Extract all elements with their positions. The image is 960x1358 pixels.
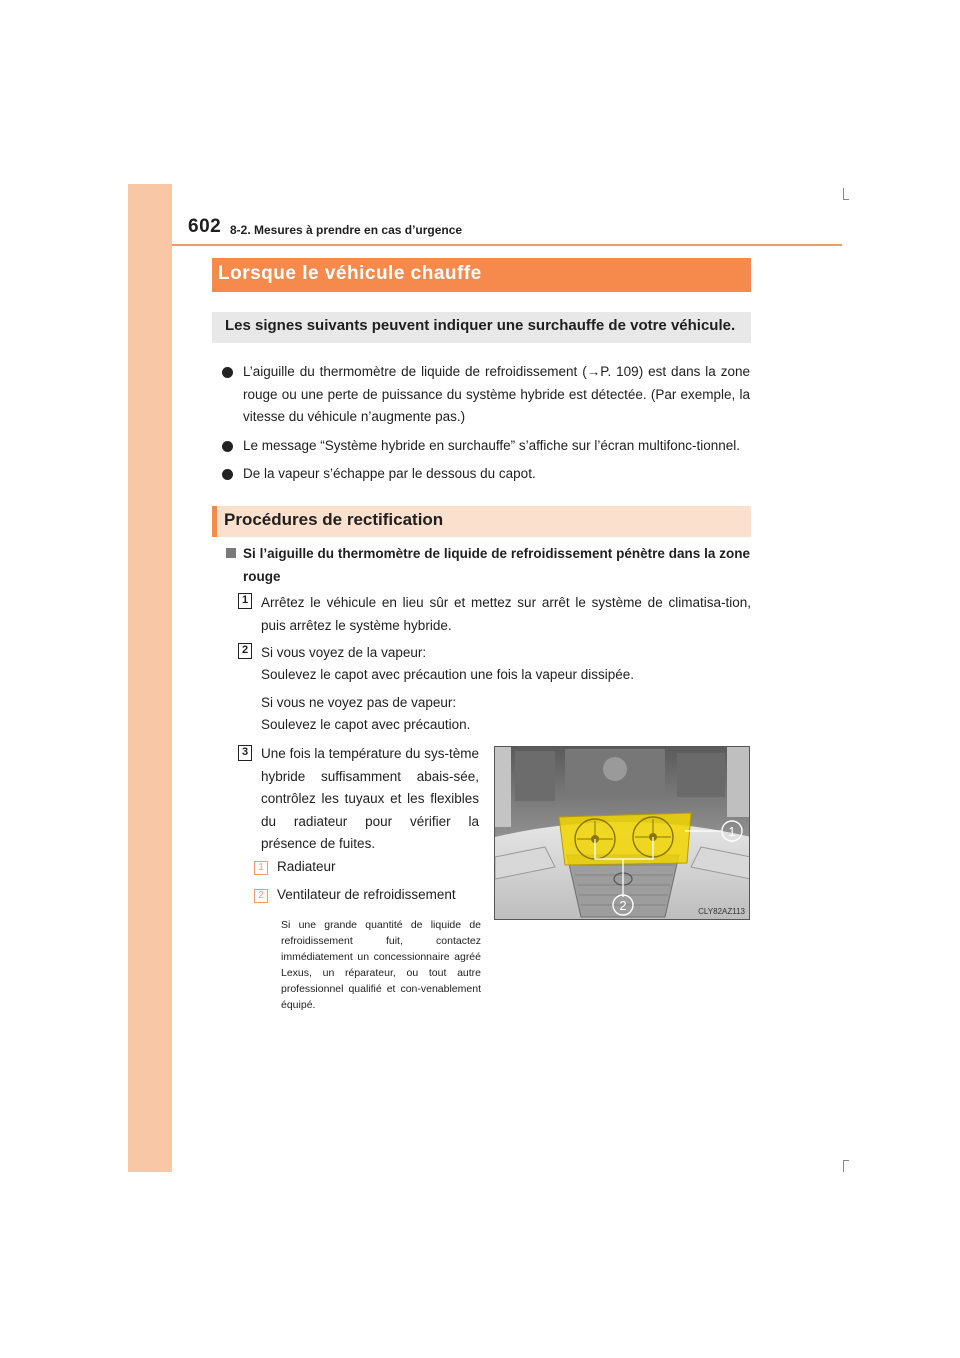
list-item-text: Le message “Système hybride en surchauffe” s’affiche sur l’écran multifonc-tionnel. <box>243 437 740 453</box>
list-item <box>222 463 750 486</box>
bullet-icon <box>222 469 233 480</box>
step-3-text: Une fois la température du sys-tème hybride suffisamment abais-sée, contrôlez les tuyaux et les flexibles du radiateur pour vérifier la présence de fuites. <box>261 746 479 851</box>
list-item <box>222 361 750 429</box>
illustration-code: CLY82AZ113 <box>698 907 745 916</box>
step-2-line-2: Soulevez le capot avec précaution une fois la vapeur dissipée. <box>261 667 634 682</box>
callout-2: 2 <box>619 898 627 913</box>
chapter-title: 8-2. Mesures à prendre en cas d’urgence <box>230 223 463 237</box>
bullet-icon <box>222 441 233 452</box>
legend-item-radiator <box>254 859 336 875</box>
crop-mark-top-foot <box>843 199 849 200</box>
engine-bay-drawing <box>495 747 750 920</box>
step-2-line-1: Si vous voyez de la vapeur: <box>261 645 427 660</box>
intro-bar <box>212 312 751 343</box>
subheading-text: Si l’aiguille du thermomètre de liquide de refroidissement pénètre dans la zone rouge <box>243 546 750 584</box>
step-1-text: Arrêtez le véhicule en lieu sûr et mettez sur arrêt le système de climatisa-tion, puis arrêtez le système hybride. <box>261 595 751 633</box>
crop-mark-bottom <box>843 1160 844 1172</box>
square-bullet-icon <box>226 548 236 558</box>
warning-signs-list <box>222 361 750 492</box>
section-title: Lorsque le véhicule chauffe <box>218 263 482 284</box>
legend-number: 1 <box>254 861 268 875</box>
warning-note: Si une grande quantité de liquide de refroidissement fuit, contactez immédiatement un concessionnaire agréé Lexus, un réparateur, ou tout autre professionnel qualifié et con-venablement équipé. <box>281 919 481 1011</box>
page-number: 602 <box>188 216 222 237</box>
legend-number: 2 <box>254 889 268 903</box>
side-tab <box>128 184 172 1172</box>
engine-bay-illustration <box>494 746 750 920</box>
legend-label: Ventilateur de refroidissement <box>277 887 456 902</box>
list-item-text: De la vapeur s’échappe par le dessous du capot. <box>243 466 536 481</box>
callout-1: 1 <box>728 824 736 839</box>
step-2-line-4: Soulevez le capot avec précaution. <box>261 717 471 732</box>
subheading <box>226 543 750 588</box>
procedures-title-bar <box>212 506 751 537</box>
step-number-2: 2 <box>238 643 252 659</box>
list-item <box>222 435 750 458</box>
legend-label: Radiateur <box>277 859 336 874</box>
crop-mark-bottom-foot <box>843 1160 849 1161</box>
section-title-bar <box>212 258 751 292</box>
legend-item-fan <box>254 887 456 903</box>
header-rule <box>172 244 842 246</box>
step-number-3: 3 <box>238 745 252 761</box>
procedures-title: Procédures de rectification <box>224 510 444 529</box>
step-number-1: 1 <box>238 593 252 609</box>
intro-text: Les signes suivants peuvent indiquer une surchauffe de votre véhicule. <box>225 317 736 334</box>
list-item-text: L’aiguille du thermomètre de liquide de refroidissement (→P. 109) est dans la zone rouge ou une perte de puissance du système hybride est détectée. (Par exemple, la vitesse du véhicule n’augmente pas.) <box>243 364 750 424</box>
step-2-line-3: Si vous ne voyez pas de vapeur: <box>261 695 457 710</box>
bullet-icon <box>222 367 233 378</box>
